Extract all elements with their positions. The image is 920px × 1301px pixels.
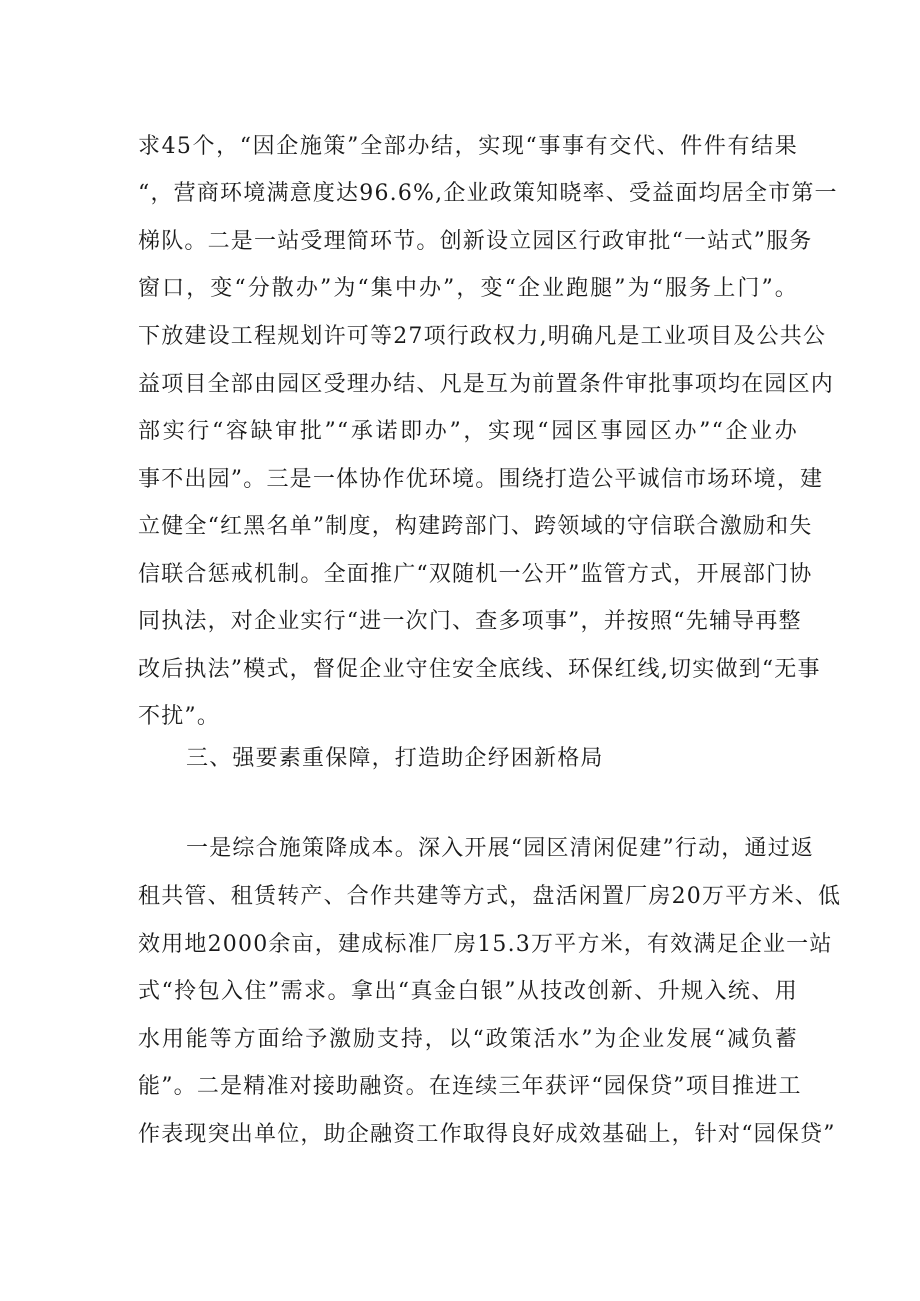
paragraph-line: 窗口，变“分散办”为“集中办”，变“企业跑腿”为“服务上门”。 (138, 276, 798, 301)
paragraph-line: 立健全“红黑名单”制度，构建跨部门、跨领域的守信联合激励和失 (138, 514, 813, 539)
paragraph-line: 部实行“容缺审批”“承诺即办”，实现“园区事园区办”“企业办 (138, 419, 798, 444)
paragraph-line: 一是综合施策降成本。深入开展“园区清闲促建”行动，通过返 (186, 836, 815, 861)
paragraph-line: 信联合惩戒机制。全面推广“双随机一公开”监管方式，开展部门协 (138, 562, 813, 587)
paragraph-line: 改后执法”模式，督促企业守住安全底线、环保红线,切实做到“无事 (138, 657, 821, 682)
paragraph-line: 梯队。二是一站受理简环节。创新设立园区行政审批“一站式”服务 (138, 229, 813, 254)
paragraph-line: 不扰”。 (138, 704, 221, 729)
paragraph-line: 能”。二是精准对接助融资。在连续三年获评“园保贷”项目推进工 (138, 1074, 802, 1099)
paragraph-line: 效用地2000余亩，建成标准厂房15.3万平方米，有效满足企业一站 (138, 932, 833, 957)
paragraph-line: 求45个，“因企施策”全部办结，实现“事事有交代、件件有结果 (138, 134, 798, 159)
paragraph-line: 作表现突出单位，助企融资工作取得良好成效基础上，针对“园保贷” (138, 1122, 836, 1147)
paragraph-line: 水用能等方面给予激励支持，以“政策活水”为企业发展“减负蓄 (138, 1027, 798, 1052)
paragraph-line: “，营商环境满意度达96.6%,企业政策知晓率、受益面均居全市第一 (138, 181, 838, 206)
paragraph-line: 下放建设工程规划许可等27项行政权力,明确凡是工业项目及公共公 (138, 324, 827, 349)
paragraph-line: 同执法，对企业实行“进一次门、查多项事”，并按照“先辅导再整 (138, 609, 802, 634)
paragraph-line: 益项目全部由园区受理办结、凡是互为前置条件审批事项均在园区内 (138, 372, 835, 397)
paragraph-line: 事不出园”。三是一体协作优环境。围绕打造公平诚信市场环境，建 (138, 467, 824, 492)
paragraph-line: 租共管、租赁转产、合作共建等方式，盘活闲置厂房20万平方米、低 (138, 884, 842, 909)
section-heading: 三、强要素重保障，打造助企纾困新格局 (186, 746, 604, 771)
paragraph-line: 式“拎包入住”需求。拿出“真金白银”从技改创新、升规入统、用 (138, 979, 798, 1004)
